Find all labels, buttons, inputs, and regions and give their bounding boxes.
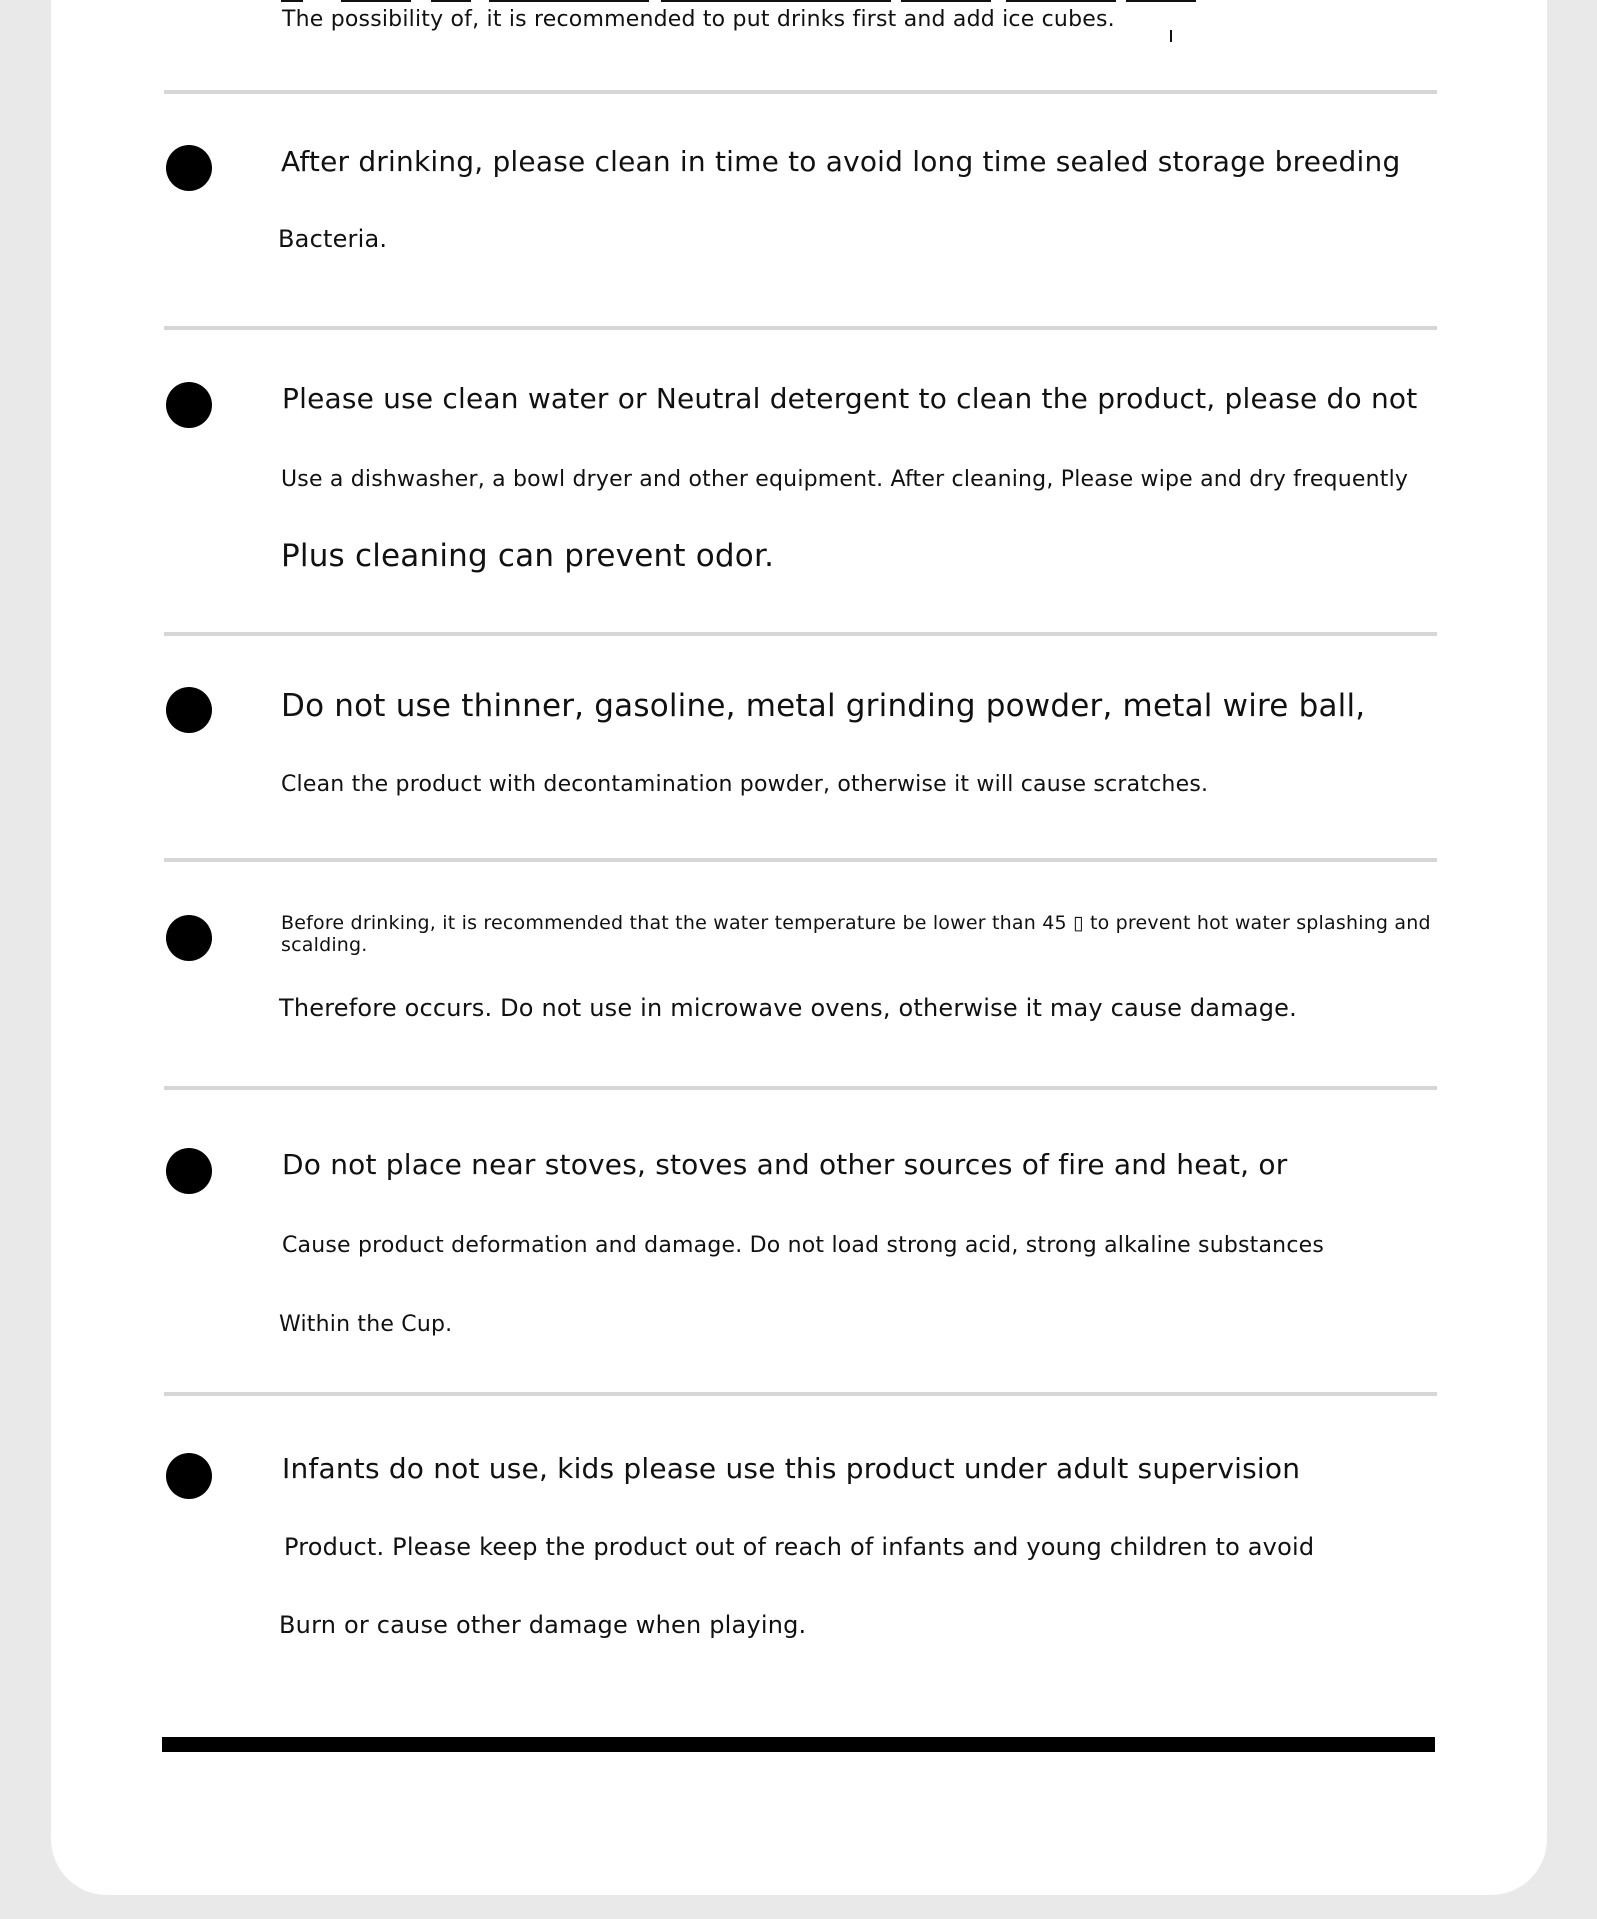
item-4-line-3: Therefore occurs. Do not use in microwave ovens, otherwise it may cause damage. — [279, 994, 1297, 1022]
divider — [164, 632, 1437, 636]
item-4-line-2: scalding. — [281, 934, 368, 956]
item-6-line-3: Burn or cause other damage when playing. — [279, 1611, 807, 1639]
divider — [164, 90, 1437, 94]
item-6-line-2: Product. Please keep the product out of reach of infants and young children to avoid — [284, 1533, 1315, 1561]
top-fragment-text: The possibility of, it is recommended to put drinks first and add ice cubes. — [282, 7, 1115, 32]
item-1-line-1: After drinking, please clean in time to avoid long time sealed storage breeding — [281, 145, 1401, 178]
item-2-line-2: Use a dishwasher, a bowl dryer and other equipment. After cleaning, Please wipe and dry frequently — [281, 467, 1409, 492]
item-1-line-2: Bacteria. — [278, 225, 388, 253]
item-6-line-1: Infants do not use, kids please use this product under adult supervision — [282, 1452, 1301, 1485]
bullet-icon — [166, 145, 212, 191]
bullet-icon — [166, 1148, 212, 1194]
bullet-icon — [166, 687, 212, 733]
divider — [164, 1392, 1437, 1396]
item-5-line-1: Do not place near stoves, stoves and other sources of fire and heat, or — [282, 1148, 1288, 1181]
bullet-icon — [166, 1453, 212, 1499]
cropped-mark — [1170, 30, 1172, 42]
bullet-icon — [166, 915, 212, 961]
item-2-line-3: Plus cleaning can prevent odor. — [281, 538, 775, 574]
cropped-text-fragment — [281, 0, 1211, 4]
item-2-line-1: Please use clean water or Neutral detergent to clean the product, please do not — [282, 382, 1418, 415]
item-3-line-1: Do not use thinner, gasoline, metal grinding powder, metal wire ball, — [281, 688, 1366, 724]
instructions-card — [51, 0, 1547, 1895]
divider — [164, 858, 1437, 862]
item-5-line-3: Within the Cup. — [279, 1312, 453, 1337]
divider — [164, 326, 1437, 330]
item-4-line-1: Before drinking, it is recommended that the water temperature be lower than 45 ▯ to prevent hot water splashing and — [281, 912, 1431, 934]
item-5-line-2: Cause product deformation and damage. Do not load strong acid, strong alkaline substances — [282, 1233, 1325, 1258]
bullet-icon — [166, 382, 212, 428]
divider — [164, 1086, 1437, 1090]
section-end-rule — [162, 1737, 1435, 1752]
item-3-line-2: Clean the product with decontamination powder, otherwise it will cause scratches. — [281, 772, 1209, 797]
